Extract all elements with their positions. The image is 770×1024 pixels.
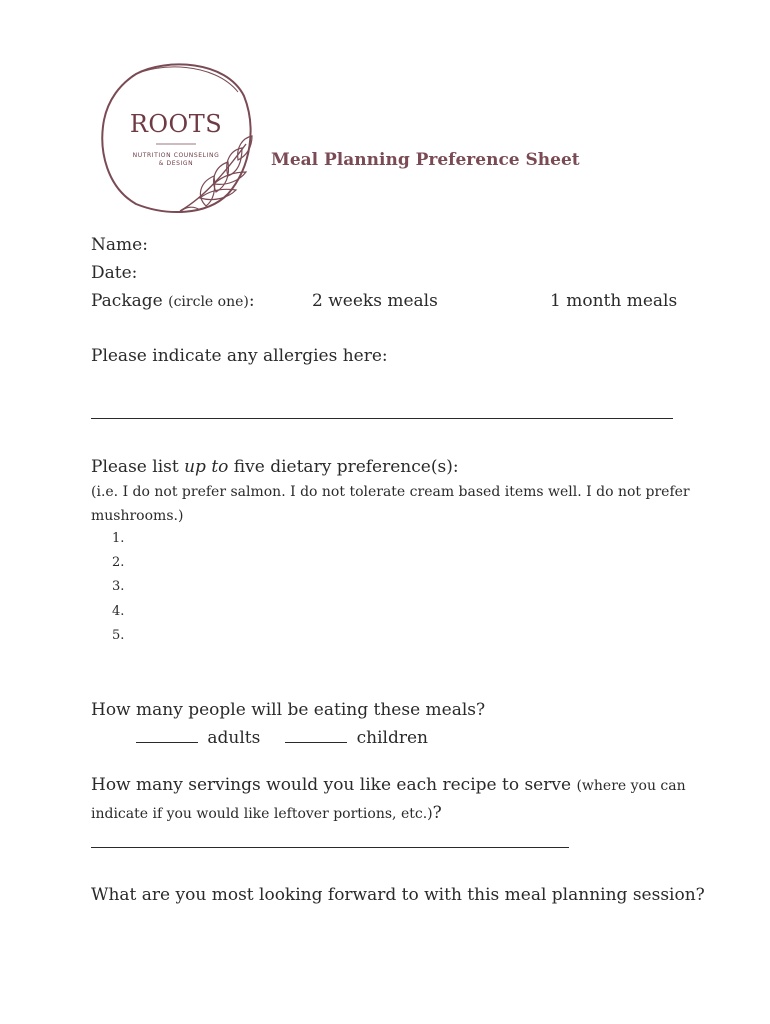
list-item[interactable]: 5.	[112, 627, 125, 643]
preferences-example-line-1: (i.e. I do not prefer salmon. I do not tolerate cream based items well. I do not prefer	[91, 484, 690, 500]
preferences-example-line-2: mushrooms.)	[91, 508, 184, 524]
logo-subtitle-2: & DESIGN	[158, 160, 194, 167]
people-question: How many people will be eating these meals?	[91, 700, 486, 720]
package-colon: :	[248, 291, 255, 311]
package-option-1-month[interactable]: 1 month meals	[550, 291, 678, 311]
servings-hint-2: indicate if you would like leftover portions, etc.)	[91, 806, 433, 822]
preferences-prompt	[91, 457, 459, 477]
allergies-answer-line[interactable]	[91, 418, 673, 419]
logo-subtitle: NUTRITION COUNSELING	[132, 152, 220, 159]
session-question: What are you most looking forward to with this meal planning session?	[91, 885, 705, 905]
preferences-prompt-start: Please list	[91, 457, 185, 477]
children-blank[interactable]	[285, 726, 347, 743]
servings-hint-row	[91, 803, 442, 823]
allergies-prompt: Please indicate any allergies here:	[91, 346, 388, 366]
roots-logo	[96, 56, 266, 224]
preferences-list	[112, 531, 124, 652]
logo-wordmark: ROOTS	[129, 110, 223, 138]
page-title: Meal Planning Preference Sheet	[271, 150, 580, 170]
preferences-prompt-emphasis: up to	[184, 457, 229, 477]
servings-question: How many servings would you like each recipe to serve	[91, 775, 572, 795]
date-label: Date:	[91, 263, 138, 283]
package-hint: (circle one)	[168, 294, 249, 310]
servings-question-mark: ?	[432, 803, 442, 823]
adults-blank[interactable]	[136, 726, 198, 743]
name-label: Name:	[91, 235, 148, 255]
list-item[interactable]: 2.	[112, 555, 125, 571]
servings-question-row	[91, 775, 686, 795]
list-item[interactable]: 1.	[112, 531, 125, 546]
package-label: Package	[91, 291, 163, 311]
logo-wreath-icon	[96, 56, 266, 224]
list-item[interactable]: 3.	[112, 579, 125, 595]
package-option-2-weeks[interactable]: 2 weeks meals	[312, 291, 438, 311]
list-item[interactable]: 4.	[112, 603, 125, 619]
servings-answer-line[interactable]	[91, 847, 569, 848]
package-label-row	[91, 291, 255, 311]
adults-label: adults	[207, 728, 261, 748]
people-answer-row	[136, 726, 428, 748]
preferences-prompt-end: five dietary preference(s):	[228, 457, 459, 477]
children-label: children	[356, 728, 428, 748]
servings-hint-1: (where you can	[576, 778, 686, 794]
